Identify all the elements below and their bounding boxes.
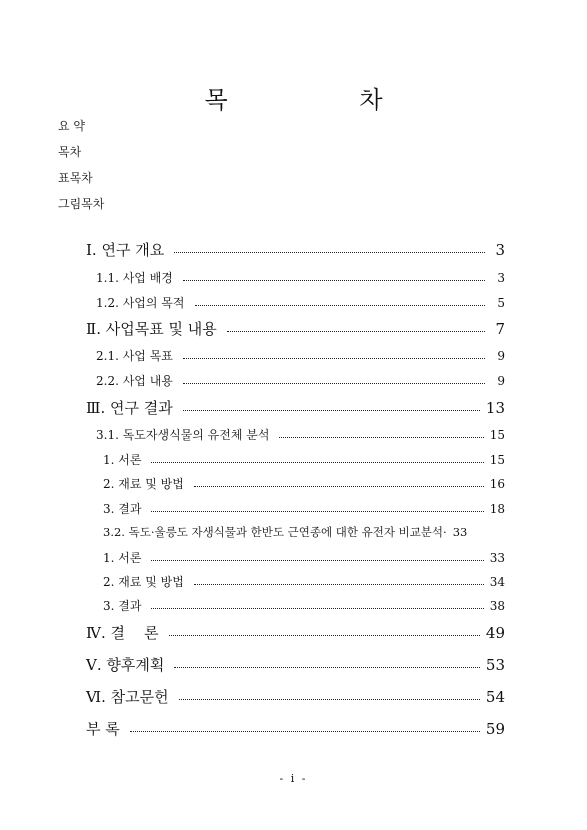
front-item-contents[interactable]: 목차 [58,145,82,159]
toc-leader [227,330,485,332]
toc-page: 18 [489,502,505,516]
toc-row[interactable] [86,397,505,418]
toc-row[interactable] [96,294,505,311]
toc-page: 34 [489,575,505,589]
toc-row[interactable] [86,686,505,707]
toc-page: 49 [485,624,505,642]
toc-label: 1.2. 사업의 목적 [96,296,185,310]
toc-label: Ⅳ. 결 론 [86,624,159,642]
toc-page: 9 [497,374,505,388]
toc-page: 7 [495,320,505,338]
toc-leader [183,279,485,281]
front-matter-list [58,118,104,222]
toc-page: 38 [489,599,505,613]
toc-leader [194,485,484,487]
toc-row[interactable] [103,597,505,614]
toc-leader [174,666,480,668]
toc-page: 15 [489,453,505,467]
toc-page: 54 [485,688,505,706]
toc-label: Ⅰ. 연구 개요 [86,241,165,259]
toc-leader [194,583,484,585]
toc-row[interactable] [96,269,505,286]
toc-label: 3.1. 독도자생식물의 유전체 분석 [96,428,270,442]
toc-page: 59 [485,720,505,738]
toc-row[interactable] [96,372,505,389]
toc-page: 33 [452,525,468,539]
toc-leader [195,304,486,306]
toc-label: Ⅴ. 향후계획 [86,656,165,674]
toc-page: 9 [497,349,505,363]
front-item-figure-list[interactable]: 그림목차 [58,197,105,211]
toc-page: 3 [495,241,505,259]
toc-leader [183,382,485,384]
toc-row[interactable] [86,239,505,260]
toc-leader [183,357,485,359]
toc-label: 2. 재료 및 방법 [103,575,184,589]
toc-label: Ⅱ. 사업목표 및 내용 [86,320,217,338]
toc-row[interactable] [103,451,505,468]
toc-row[interactable] [96,347,505,364]
toc-row[interactable] [103,524,505,540]
toc-leader [174,251,485,253]
toc-leader [183,409,480,411]
page-number: - i - [279,772,308,785]
toc-row[interactable] [86,718,505,739]
toc-row[interactable] [86,622,505,643]
toc-row[interactable] [103,573,505,590]
toc-page: 15 [489,428,505,442]
toc-leader [179,698,480,700]
toc-label: 1. 서론 [103,453,142,467]
toc-label: 1. 서론 [103,551,142,565]
toc-label: 2.1. 사업 목표 [96,349,173,363]
toc-row[interactable] [103,500,505,517]
toc-page: 16 [489,477,505,491]
page-title: 목 차 [204,86,445,114]
toc-leader [169,634,480,636]
toc-label: 부 록 [86,720,120,738]
toc-page: 33 [489,551,505,565]
toc-leader [151,559,483,561]
toc-page: 3 [497,271,505,285]
toc-row[interactable] [103,549,505,566]
toc-row[interactable] [86,318,505,339]
toc-label: 2. 재료 및 방법 [103,477,184,491]
toc-page: 53 [485,656,505,674]
toc-leader [151,461,483,463]
toc-label: 3. 결과 [103,502,142,516]
front-item-summary[interactable]: 요 약 [58,119,85,133]
toc-label: 3.2. 독도·울릉도 자생식물과 한반도 근연종에 대한 유전자 비교분석· [103,525,447,539]
toc-leader [151,607,483,609]
toc-label: 3. 결과 [103,599,142,613]
toc-leader [130,730,480,732]
toc-label: 1.1. 사업 배경 [96,271,173,285]
toc-row[interactable] [86,654,505,675]
toc-label: Ⅲ. 연구 결과 [86,399,173,417]
toc-leader [151,510,483,512]
toc-page: 5 [497,296,505,310]
toc-label: 2.2. 사업 내용 [96,374,173,388]
front-item-table-list[interactable]: 표목차 [58,171,93,185]
toc-label: Ⅵ. 참고문헌 [86,688,169,706]
toc-row[interactable] [103,475,505,492]
toc-page: 13 [485,399,505,417]
toc-row[interactable] [96,426,505,443]
toc-leader [279,436,483,438]
